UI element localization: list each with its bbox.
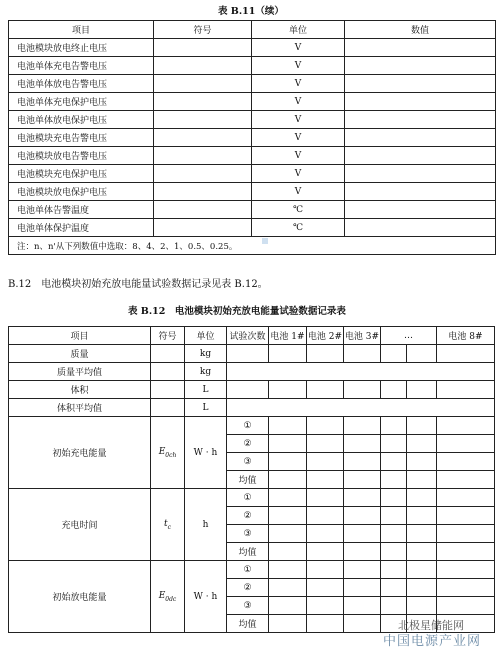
table2-data-cell <box>381 381 407 399</box>
table2-header-battery-8: 电池 8# <box>437 327 495 345</box>
table2-group-item: 初始充电能量 <box>9 417 151 489</box>
table2-group-item: 充电时间 <box>9 489 151 561</box>
table1-value-cell <box>345 39 496 57</box>
table2-data-cell <box>407 471 437 489</box>
table2-data-cell <box>437 507 495 525</box>
table2-data-cell <box>437 579 495 597</box>
table1-unit-cell: V <box>252 111 345 129</box>
table2-data-cell <box>307 453 344 471</box>
table2-data-cell <box>344 543 381 561</box>
table1-note: 注：n、n'从下列数值中选取：8、4、2、1、0.5、0.25。 <box>9 237 496 255</box>
table2-data-cell <box>381 417 407 435</box>
table1-symbol-cell <box>154 75 252 93</box>
table2-group-unit: W · h <box>185 561 227 633</box>
table2-data-cell <box>307 615 344 633</box>
table2-header-item: 项目 <box>9 327 151 345</box>
table2-data-cell <box>381 453 407 471</box>
table1-item-cell: 电池模块放电终止电压 <box>9 39 154 57</box>
table2-unit-cell: L <box>185 399 227 417</box>
table2-data-cell <box>307 579 344 597</box>
table2-data-cell <box>344 489 381 507</box>
table1-item-cell: 电池模块充电告警电压 <box>9 129 154 147</box>
table2-header-ellipsis: … <box>381 327 437 345</box>
table2-data-cell <box>269 489 307 507</box>
table2-data-cell <box>344 453 381 471</box>
table1-unit-cell: V <box>252 57 345 75</box>
table2-data-cell <box>437 597 495 615</box>
table2-data-cell <box>381 561 407 579</box>
table2-unit-cell: L <box>185 381 227 399</box>
table2-data-cell <box>269 561 307 579</box>
table2-data-cell <box>307 597 344 615</box>
table2-data-cell <box>307 471 344 489</box>
table2-data-cell <box>307 345 344 363</box>
table2-trial-label: 均值 <box>227 471 269 489</box>
table1-unit-cell: V <box>252 183 345 201</box>
table2-data-cell <box>407 345 437 363</box>
table2-data-cell <box>437 453 495 471</box>
section-paragraph: B.12 电池模块初始充放电能量试验数据记录见表 B.12。 <box>8 279 268 290</box>
table2-data-cell <box>407 525 437 543</box>
table2-data-cell <box>307 381 344 399</box>
table2-data-cell <box>381 579 407 597</box>
table1-unit-cell: V <box>252 93 345 111</box>
table1-caption: 表 B.11（续） <box>218 6 284 17</box>
table2-data-cell <box>437 471 495 489</box>
table2-data-cell <box>344 345 381 363</box>
table-row <box>9 111 496 129</box>
table2-data-cell <box>407 435 437 453</box>
table1-item-cell: 电池单体保护温度 <box>9 219 154 237</box>
table1-symbol-cell <box>154 219 252 237</box>
table2-data-cell <box>344 579 381 597</box>
table2-data-cell <box>437 417 495 435</box>
table2-symbol-cell <box>151 381 185 399</box>
table2-data-cell <box>269 597 307 615</box>
table2-data-cell <box>381 435 407 453</box>
table2-trial-label: ① <box>227 417 269 435</box>
symbol-base: E <box>158 446 166 457</box>
table2-data-cell <box>344 615 381 633</box>
table2-merged-cell <box>227 363 495 381</box>
table1-header-value: 数值 <box>345 21 496 39</box>
table1-unit-cell: V <box>252 129 345 147</box>
table1-value-cell <box>345 93 496 111</box>
table2-data-cell <box>381 597 407 615</box>
table1-header-symbol: 符号 <box>154 21 252 39</box>
table2-data-cell <box>269 543 307 561</box>
table-row <box>9 561 495 579</box>
table2-item-cell: 体积平均值 <box>9 399 151 417</box>
table2-group-symbol <box>151 417 185 489</box>
table2-group-symbol <box>151 561 185 633</box>
table1-item-cell: 电池模块放电告警电压 <box>9 147 154 165</box>
table2-data-cell <box>307 507 344 525</box>
table2-data-cell <box>269 453 307 471</box>
table2-data-cell <box>381 525 407 543</box>
table2-group-item: 初始放电能量 <box>9 561 151 633</box>
table2-data-cell <box>407 597 437 615</box>
table2-data-cell <box>407 489 437 507</box>
table1-header-unit: 单位 <box>252 21 345 39</box>
table1-value-cell <box>345 201 496 219</box>
table1-unit-cell: V <box>252 165 345 183</box>
table-row <box>9 399 495 417</box>
table2-symbol-cell <box>151 363 185 381</box>
table-row <box>9 129 496 147</box>
table2-data-cell <box>381 345 407 363</box>
table2-data-cell <box>437 489 495 507</box>
table-row <box>9 39 496 57</box>
table-row <box>9 93 496 111</box>
symbol-base: t <box>164 518 168 529</box>
table1-value-cell <box>345 111 496 129</box>
table2-data-cell <box>381 507 407 525</box>
watermark-line1: 北极星储能网 <box>398 619 464 632</box>
table2-data-cell <box>269 417 307 435</box>
table1-symbol-cell <box>154 183 252 201</box>
table2-unit-cell: kg <box>185 363 227 381</box>
table1-header-item: 项目 <box>9 21 154 39</box>
table1-symbol-cell <box>154 129 252 147</box>
table2-data-cell <box>344 417 381 435</box>
table2-item-cell: 质量平均值 <box>9 363 151 381</box>
table1-symbol-cell <box>154 93 252 111</box>
table2-data-cell <box>407 381 437 399</box>
table2-data-cell <box>344 381 381 399</box>
table-row <box>9 219 496 237</box>
table2-data-cell <box>437 543 495 561</box>
table2-trial-label: 均值 <box>227 615 269 633</box>
table-row <box>9 345 495 363</box>
table1-body <box>9 39 496 237</box>
table2-header-row <box>9 327 495 345</box>
table1-symbol-cell <box>154 111 252 129</box>
table1-value-cell <box>345 75 496 93</box>
table2-group-unit: W · h <box>185 417 227 489</box>
table2-data-cell <box>307 543 344 561</box>
table-row <box>9 57 496 75</box>
table2-header-battery-3: 电池 3# <box>344 327 381 345</box>
table2-trial-label: ② <box>227 435 269 453</box>
table2-trial-label: ③ <box>227 453 269 471</box>
table2-data-cell <box>269 381 307 399</box>
table2-data-cell <box>407 561 437 579</box>
symbol-base: E <box>158 590 166 601</box>
table2-data-cell <box>344 435 381 453</box>
table2-data-cell <box>407 417 437 435</box>
table2-trial-cell <box>227 381 269 399</box>
table1-symbol-cell <box>154 165 252 183</box>
table2-data-cell <box>381 489 407 507</box>
table1-unit-cell: ℃ <box>252 219 345 237</box>
table-b11 <box>8 20 496 255</box>
table2-data-cell <box>307 435 344 453</box>
table1-symbol-cell <box>154 147 252 165</box>
table2-header-symbol: 符号 <box>151 327 185 345</box>
table2-trial-label: ① <box>227 561 269 579</box>
table2-unit-cell: kg <box>185 345 227 363</box>
table2-symbol-cell <box>151 345 185 363</box>
table2-body <box>9 327 495 633</box>
table2-data-cell <box>269 579 307 597</box>
table2-data-cell <box>269 345 307 363</box>
table1-item-cell: 电池单体充电保护电压 <box>9 93 154 111</box>
table1-value-cell <box>345 183 496 201</box>
table2-header-battery-1: 电池 1# <box>269 327 307 345</box>
table1-header-row <box>9 21 496 39</box>
table2-data-cell <box>407 543 437 561</box>
table2-data-cell <box>307 561 344 579</box>
table1-symbol-cell <box>154 57 252 75</box>
table2-item-cell: 体积 <box>9 381 151 399</box>
table1-symbol-cell <box>154 39 252 57</box>
table2-header-battery-2: 电池 2# <box>307 327 344 345</box>
table2-data-cell <box>269 471 307 489</box>
decorative-mark <box>262 238 268 244</box>
table2-group-symbol <box>151 489 185 561</box>
table1-unit-cell: V <box>252 39 345 57</box>
table1-unit-cell: V <box>252 147 345 165</box>
table2-data-cell <box>407 453 437 471</box>
table2-data-cell <box>437 381 495 399</box>
symbol-subscript: 0ch <box>165 451 177 459</box>
table-row <box>9 147 496 165</box>
table2-data-cell <box>344 525 381 543</box>
table2-data-cell <box>344 597 381 615</box>
table1-value-cell <box>345 129 496 147</box>
table2-data-cell <box>307 525 344 543</box>
table2-trial-label: ③ <box>227 525 269 543</box>
symbol-subscript: c <box>167 523 171 531</box>
table-row <box>9 417 495 435</box>
table-row <box>9 75 496 93</box>
symbol-subscript: 0dc <box>165 595 177 603</box>
table1-item-cell: 电池单体告警温度 <box>9 201 154 219</box>
table2-item-cell: 质量 <box>9 345 151 363</box>
table2-data-cell <box>437 525 495 543</box>
table1-item-cell: 电池单体充电告警电压 <box>9 57 154 75</box>
table2-data-cell <box>344 507 381 525</box>
table2-data-cell <box>437 561 495 579</box>
table2-trial-label: ① <box>227 489 269 507</box>
table2-data-cell <box>344 561 381 579</box>
table2-group-unit: h <box>185 489 227 561</box>
table1-unit-cell: ℃ <box>252 201 345 219</box>
table2-header-unit: 单位 <box>185 327 227 345</box>
table2-header-trial: 试验次数 <box>227 327 269 345</box>
table2-data-cell <box>407 579 437 597</box>
table2-data-cell <box>381 471 407 489</box>
table2-data-cell <box>381 543 407 561</box>
table-row <box>9 183 496 201</box>
table2-data-cell <box>344 471 381 489</box>
table2-trial-label: ③ <box>227 597 269 615</box>
table2-data-cell <box>269 525 307 543</box>
table2-trial-label: ② <box>227 579 269 597</box>
table2-data-cell <box>307 417 344 435</box>
table2-data-cell <box>307 489 344 507</box>
table2-data-cell <box>407 507 437 525</box>
table1-value-cell <box>345 165 496 183</box>
table2-data-cell <box>269 435 307 453</box>
table2-data-cell <box>437 345 495 363</box>
table2-merged-cell <box>227 399 495 417</box>
table-row <box>9 363 495 381</box>
table1-item-cell: 电池模块放电保护电压 <box>9 183 154 201</box>
table2-trial-cell <box>227 345 269 363</box>
watermark-line2: 中国电源产业网 <box>383 634 482 649</box>
table-row <box>9 201 496 219</box>
table2-trial-label: ② <box>227 507 269 525</box>
table-b12 <box>8 326 495 633</box>
table2-trial-label: 均值 <box>227 543 269 561</box>
table1-item-cell: 电池单体放电告警电压 <box>9 75 154 93</box>
table1-value-cell <box>345 57 496 75</box>
table1-unit-cell: V <box>252 75 345 93</box>
table1-item-cell: 电池单体放电保护电压 <box>9 111 154 129</box>
table2-data-cell <box>269 615 307 633</box>
table2-caption: 表 B.12 电池模块初始充放电能量试验数据记录表 <box>128 306 346 317</box>
table2-symbol-cell <box>151 399 185 417</box>
table2-data-cell <box>437 435 495 453</box>
table1-note-row <box>9 237 496 255</box>
table-row <box>9 381 495 399</box>
table-row <box>9 165 496 183</box>
table-row <box>9 489 495 507</box>
table1-item-cell: 电池模块充电保护电压 <box>9 165 154 183</box>
table1-value-cell <box>345 147 496 165</box>
table1-value-cell <box>345 219 496 237</box>
table2-data-cell <box>269 507 307 525</box>
table1-symbol-cell <box>154 201 252 219</box>
